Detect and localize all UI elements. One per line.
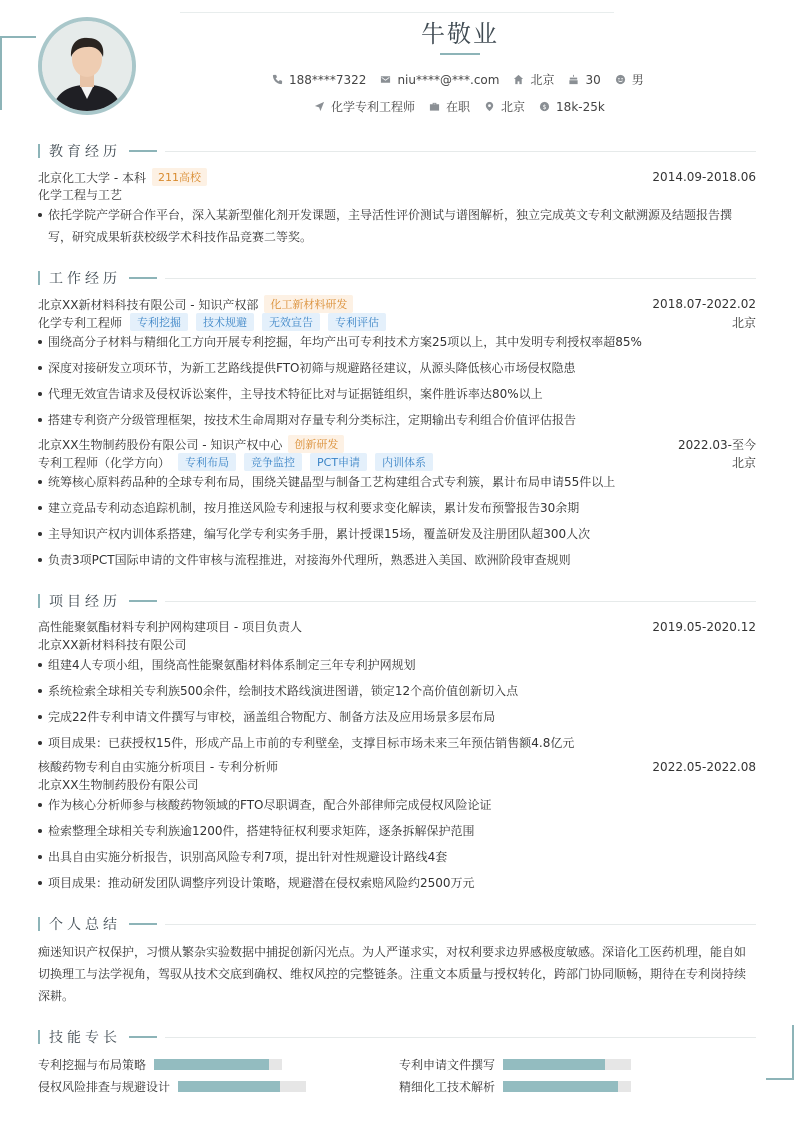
location-item xyxy=(484,98,525,115)
work-2-skill-tag: 内训体系 xyxy=(375,453,433,471)
project-1-bullet: 项目成果：已获授权15件，形成产品上市前的专利壁垒，支撑目标市场未来三年预估销售额4.8亿元 xyxy=(38,732,756,754)
work-2-bullet: 主导知识产权内训体系搭建，编写化学专利实务手册，累计授课15场，覆盖研发及注册团队超300人次 xyxy=(38,523,756,545)
project-2-org-row xyxy=(38,776,756,793)
skill-name: 专利挖掘与布局策略 xyxy=(38,1058,147,1072)
project-1-header xyxy=(38,618,756,635)
work-2-skill-tag: PCT申请 xyxy=(310,453,367,471)
phone-text: 188****7322 xyxy=(289,72,367,87)
section-title-education: 教育经历 xyxy=(38,141,756,161)
work-1-title-row xyxy=(38,313,756,331)
project-2-header xyxy=(38,758,756,775)
work-1-skill-tag: 无效宣告 xyxy=(262,313,320,331)
work-2-bullet: 负责3项PCT国际申请的文件审核与流程推进，对接海外代理所，熟悉进入美国、欧洲阶段审查规则 xyxy=(38,549,756,571)
education-header xyxy=(38,168,756,186)
skill-item xyxy=(38,1056,282,1073)
name-underline xyxy=(440,53,480,55)
section-title-work: 工作经历 xyxy=(38,268,756,288)
work-1-bullet: 围绕高分子材料与精细化工方向开展专利挖掘，年均产出可专利技术方案25项以上，其中发明专利授权率超85% xyxy=(38,331,756,353)
skill-level-bar xyxy=(154,1059,282,1070)
corner-decoration-bottom-right xyxy=(766,1025,794,1080)
project-2-bullet: 出具自由实施分析报告，识别高风险专利7项，提出针对性规避设计路线4套 xyxy=(38,846,756,868)
gender-icon xyxy=(615,74,626,85)
education-major: 化学工程与工艺 xyxy=(38,188,123,202)
position-item xyxy=(314,98,415,115)
cake-icon xyxy=(568,74,579,85)
home-item xyxy=(513,71,554,88)
candidate-name: 牛敬业 xyxy=(421,20,499,48)
work-1-title: 化学专利工程师 xyxy=(38,315,123,330)
section-title-skills: 技能专长 xyxy=(38,1027,756,1047)
skill-name: 专利申请文件撰写 xyxy=(399,1058,496,1072)
home-icon xyxy=(513,74,524,85)
skill-item xyxy=(399,1056,631,1073)
header-divider xyxy=(180,12,614,13)
home-text: 北京 xyxy=(530,73,555,87)
work-2-company: 北京XX生物制药股份有限公司 - 知识产权中心 xyxy=(38,437,283,452)
status-item xyxy=(429,98,470,115)
work-2-header xyxy=(38,435,756,453)
skill-item xyxy=(38,1078,306,1095)
phone-item xyxy=(272,73,366,87)
project-2-bullet: 检索整理全球相关专利族逾1200件，搭建特征权利要求矩阵，逐条拆解保护范围 xyxy=(38,820,756,842)
work-1-city: 北京 xyxy=(731,315,756,330)
work-1-bullet: 深度对接研发立项环节，为新工艺路线提供FTO初筛与规避路径建议，从源头降低核心市场侵权隐患 xyxy=(38,357,756,379)
work-2-bullet: 建立竞品专利动态追踪机制，按月推送风险专利速报与权利要求变化解读，累计发布预警报告30余期 xyxy=(38,497,756,519)
gender-item xyxy=(615,71,644,88)
work-1-company: 北京XX新材料科技有限公司 - 知识产权部 xyxy=(38,297,259,312)
salary-text: 18k-25k xyxy=(556,99,605,114)
summary-text: 痴迷知识产权保护，习惯从繁杂实验数据中捕捉创新闪光点。为人严谨求实，对权利要求边界感极度敏感。深谙化工医药机理，能自如切换理工与法学视角，驾驭从技术交底到确权、维权风控的完整链条。注重文本质量与授权转化，跨部门协同顺畅，期待在专利岗持续深耕。 xyxy=(38,945,747,1003)
work-1-date: 2018.07-2022.02 xyxy=(652,297,756,311)
phone-icon xyxy=(272,74,283,85)
skill-item xyxy=(399,1078,631,1095)
project-1-org-row xyxy=(38,636,756,653)
section-title-projects: 项目经历 xyxy=(38,591,756,611)
project-1-org: 北京XX新材料科技有限公司 xyxy=(38,638,187,652)
school-name: 北京化工大学 - 本科 xyxy=(38,170,146,185)
work-1-bullet: 代理无效宣告请求及侵权诉讼案件，主导技术特征比对与证据链组织，案件胜诉率达80%以上 xyxy=(38,383,756,405)
skill-name: 精细化工技术解析 xyxy=(399,1080,496,1094)
email-item xyxy=(380,73,499,87)
svg-text:$: $ xyxy=(542,102,547,111)
location-pin-icon xyxy=(484,101,495,112)
education-major-row xyxy=(38,186,756,203)
project-2-date: 2022.05-2022.08 xyxy=(652,759,756,774)
work-2-city: 北京 xyxy=(731,455,756,470)
section-title-summary: 个人总结 xyxy=(38,914,756,934)
project-1-bullet: 系统检索全球相关专利族500余件，绘制技术路线演进图谱，锁定12个高价值创新切入点 xyxy=(38,680,756,702)
education-date: 2014.09-2018.06 xyxy=(652,170,756,184)
work-2-skill-tag: 专利布局 xyxy=(178,453,236,471)
work-2-title-row xyxy=(38,453,756,471)
location-text: 北京 xyxy=(501,100,526,114)
skill-level-bar xyxy=(178,1081,306,1092)
work-2-date: 2022.03-至今 xyxy=(678,437,756,452)
work-2-bullet: 统筹核心原料药品种的全球专利布局，围绕关键晶型与制备工艺构建组合式专利簇，累计布局申请55件以上 xyxy=(38,471,756,493)
briefcase-icon xyxy=(429,101,440,112)
work-1-skill-tag: 专利评估 xyxy=(328,313,386,331)
mail-icon xyxy=(380,74,391,85)
name-container xyxy=(0,14,794,49)
project-2-bullet: 项目成果：推动研发团队调整序列设计策略，规避潜在侵权索赔风险约2500万元 xyxy=(38,872,756,894)
work-2-title: 专利工程师（化学方向） xyxy=(38,455,171,470)
work-1-skill-tag: 专利挖掘 xyxy=(130,313,188,331)
send-icon xyxy=(314,101,325,112)
work-1-header xyxy=(38,295,756,313)
work-1-bullet: 搭建专利资产分级管理框架，按技术生命周期对存量专利分类标注，定期输出专利组合价值评估报告 xyxy=(38,409,756,431)
work-2-tag: 创新研发 xyxy=(288,435,344,453)
salary-icon xyxy=(539,101,550,112)
education-bullet: 依托学院产学研合作平台，深入某新型催化剂开发课题，主导活性评价测试与谱图解析，独立完成英文专利文献溯源及结题报告撰写，研究成果斩获校级学术科技作品竞赛二等奖。 xyxy=(38,204,738,248)
age-text: 30 xyxy=(585,72,601,87)
work-1-skill-tag: 技术规避 xyxy=(196,313,254,331)
skill-name: 侵权风险排查与规避设计 xyxy=(38,1080,171,1094)
project-1-name: 高性能聚氨酯材料专利护网构建项目 - 项目负责人 xyxy=(38,620,302,634)
contact-info-row xyxy=(272,71,658,88)
status-text: 在职 xyxy=(446,100,471,114)
gender-text: 男 xyxy=(631,73,644,87)
work-2-skill-tag: 竞争监控 xyxy=(244,453,302,471)
work-1-tag: 化工新材料研发 xyxy=(264,295,353,313)
job-info-row xyxy=(314,98,619,115)
position-text: 化学专利工程师 xyxy=(331,100,416,114)
project-2-name: 核酸药物专利自由实施分析项目 - 专利分析师 xyxy=(38,760,278,774)
project-2-bullet: 作为核心分析师参与核酸药物领域的FTO尽职调查，配合外部律师完成侵权风险论证 xyxy=(38,794,756,816)
skill-level-bar xyxy=(503,1081,631,1092)
salary-item xyxy=(539,100,605,114)
project-1-date: 2019.05-2020.12 xyxy=(652,619,756,634)
school-tag: 211高校 xyxy=(152,168,207,186)
email-text: niu****@***.com xyxy=(397,72,500,87)
project-1-bullet: 组建4人专项小组，围绕高性能聚氨酯材料体系制定三年专利护网规划 xyxy=(38,654,756,676)
age-item xyxy=(568,73,600,87)
skill-level-bar xyxy=(503,1059,631,1070)
project-2-org: 北京XX生物制药股份有限公司 xyxy=(38,778,199,792)
project-1-bullet: 完成22件专利申请文件撰写与审校，涵盖组合物配方、制备方法及应用场景多层布局 xyxy=(38,706,756,728)
